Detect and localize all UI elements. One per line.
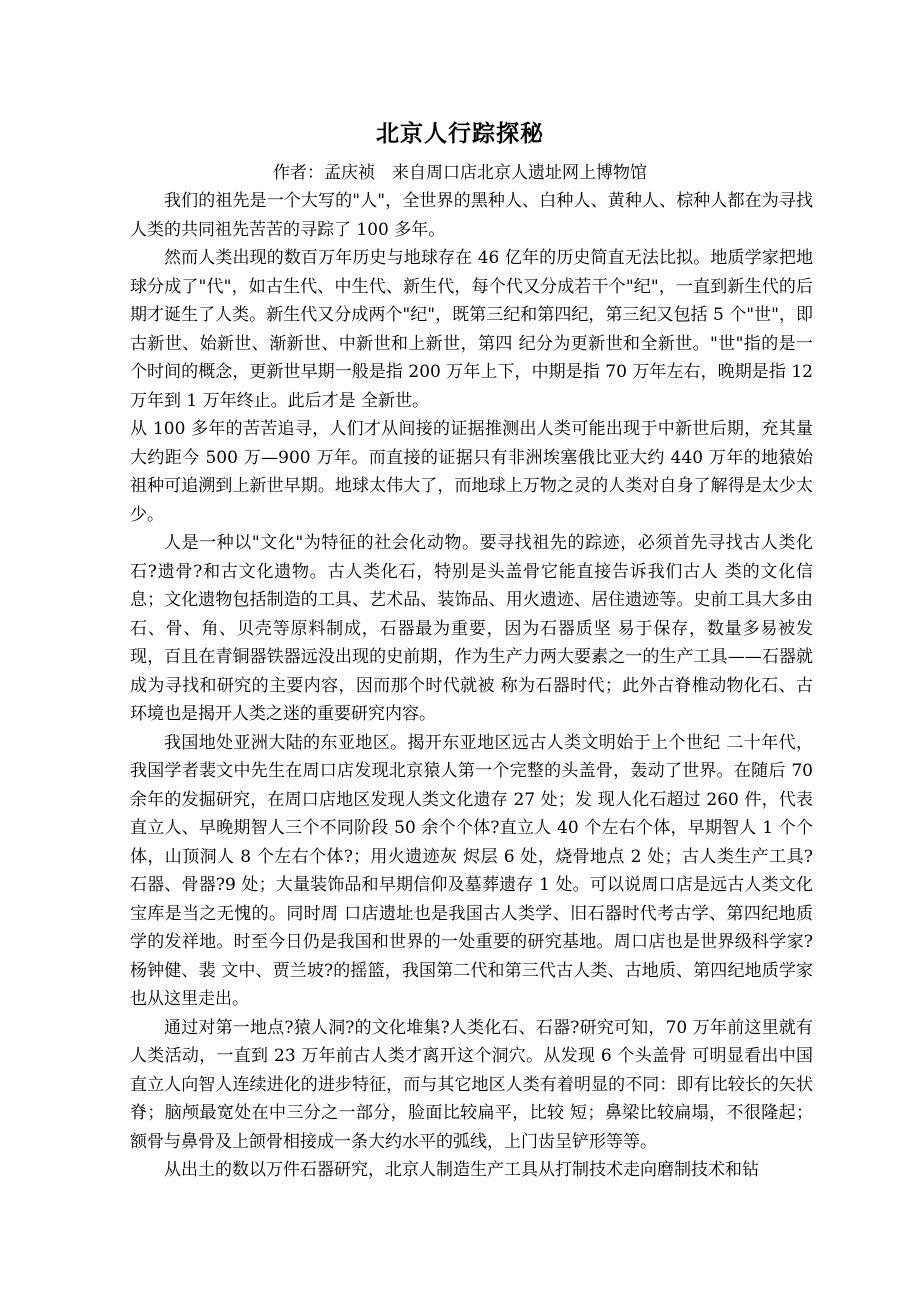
paragraph: 通过对第一地点?猿人洞?的文化堆集?人类化石、石器?研究可知，70 万年前这里就有人类活动，一直到 23 万年前古人类才离开这个洞穴。从发现 6 个头盖骨 可明显看出中国直立人向智人连续进化的进步特征，而与其它地区人类有着明显的不同：即有比较长的矢状脊；脑颅最宽处在中三分之一部分，脸面比较扁平，比较 短；鼻梁比较扁塌，不很隆起；额骨与鼻骨及上颌骨相接成一条大约水平的弧线，上门齿呈铲形等等。	[130, 1017, 813, 1152]
paragraph: 从出土的数以万件石器研究，北京人制造生产工具从打制技术走向磨制技术和钻	[164, 1160, 759, 1180]
paragraph: 人是一种以"文化"为特征的社会化动物。要寻找祖先的踪迹，必须首先寻找古人类化石?遗骨?和古文化遗物。古人类化石，特别是头盖骨它能直接告诉我们古人 类的文化信息；文化遗物包括制造的工具、艺术品、装饰品、用火遗迹、居住遗迹等。史前工具大多由石、骨、角、贝壳等原料制成，石器最为重要，因为石器质坚 易于保存，数量多易被发现，百且在青铜器铁器远没出现的史前期，作为生产力两大要素之一的生产工具——石器就成为寻找和研究的主要内容，因而那个时代就被 称为石器时代；此外古脊椎动物化石、古环境也是揭开人类之迷的重要研究内容。	[130, 533, 813, 724]
page-title: 北京人行踪探秘	[376, 121, 544, 147]
paragraph: 然而人类出现的数百万年历史与地球存在 46 亿年的历史简直无法比拟。地质学家把地球分成了"代"，如古生代、中生代、新生代，每个代又分成若干个"纪"，一直到新生代的后期才诞生了人类。新生代又分成两个"纪"，既第三纪和第四纪，第三纪又包括 5 个"世"，即古新世、始新世、渐新世、中新世和上新世，第四 纪分为更新世和全新世。"世"指的是一个时间的概念，更新世早期一般是指 200 万年上下，中期是指 70 万年左右，晚期是指 12 万年到 1 万年终止。此后才是 全新世。	[130, 248, 813, 411]
paragraph: 我国地处亚洲大陆的东亚地区。揭开东亚地区远古人类文明始于上个世纪 二十年代，我国学者裴文中先生在周口店发现北京猿人第一个完整的头盖骨，轰动了世界。在随后 70 余年的发掘研究，在周口店地区发现人类文化遗存 27 处；发 现人化石超过 260 件，代表直立人、早晚期智人三个不同阶段 50 余个个体?直立人 40 个左右个体，早期智人 1 个个体，山顶洞人 8 个左右个体?；用火遗迹灰 烬层 6 处，烧骨地点 2 处；古人类生产工具?石器、骨器?9 处；大量装饰品和早期信仰及墓葬遗存 1 处。可以说周口店是远古人类文化宝库是当之无愧的。同时周 口店遗址也是我国古人类学、旧石器时代考古学、第四纪地质学的发祥地。时至今日仍是我国和世界的一处重要的研究基地。周口店也是世界级科学家?杨钟健、裴 文中、贾兰坡?的摇篮，我国第二代和第三代古人类、古地质、第四纪地质学家也从这里走出。	[130, 732, 813, 1009]
paragraph: 从 100 多年的苦苦追寻，人们才从间接的证据推测出人类可能出现于中新世后期，充其量大约距今 500 万—900 万年。而直接的证据只有非洲埃塞俄比亚大约 440 万年的地猿始祖种可追溯到上新世早期。地球太伟大了，而地球上万物之灵的人类对自身了解得是太少太少。	[130, 419, 813, 525]
paragraph: 我们的祖先是一个大写的"人"，全世界的黑种人、白种人、黄种人、棕种人都在为寻找人类的共同祖先苦苦的寻踪了 100 多年。	[130, 191, 813, 240]
article-body	[130, 187, 813, 1185]
byline: 作者：孟庆祯 来自周口店北京人遗址网上博物馆	[273, 163, 647, 183]
